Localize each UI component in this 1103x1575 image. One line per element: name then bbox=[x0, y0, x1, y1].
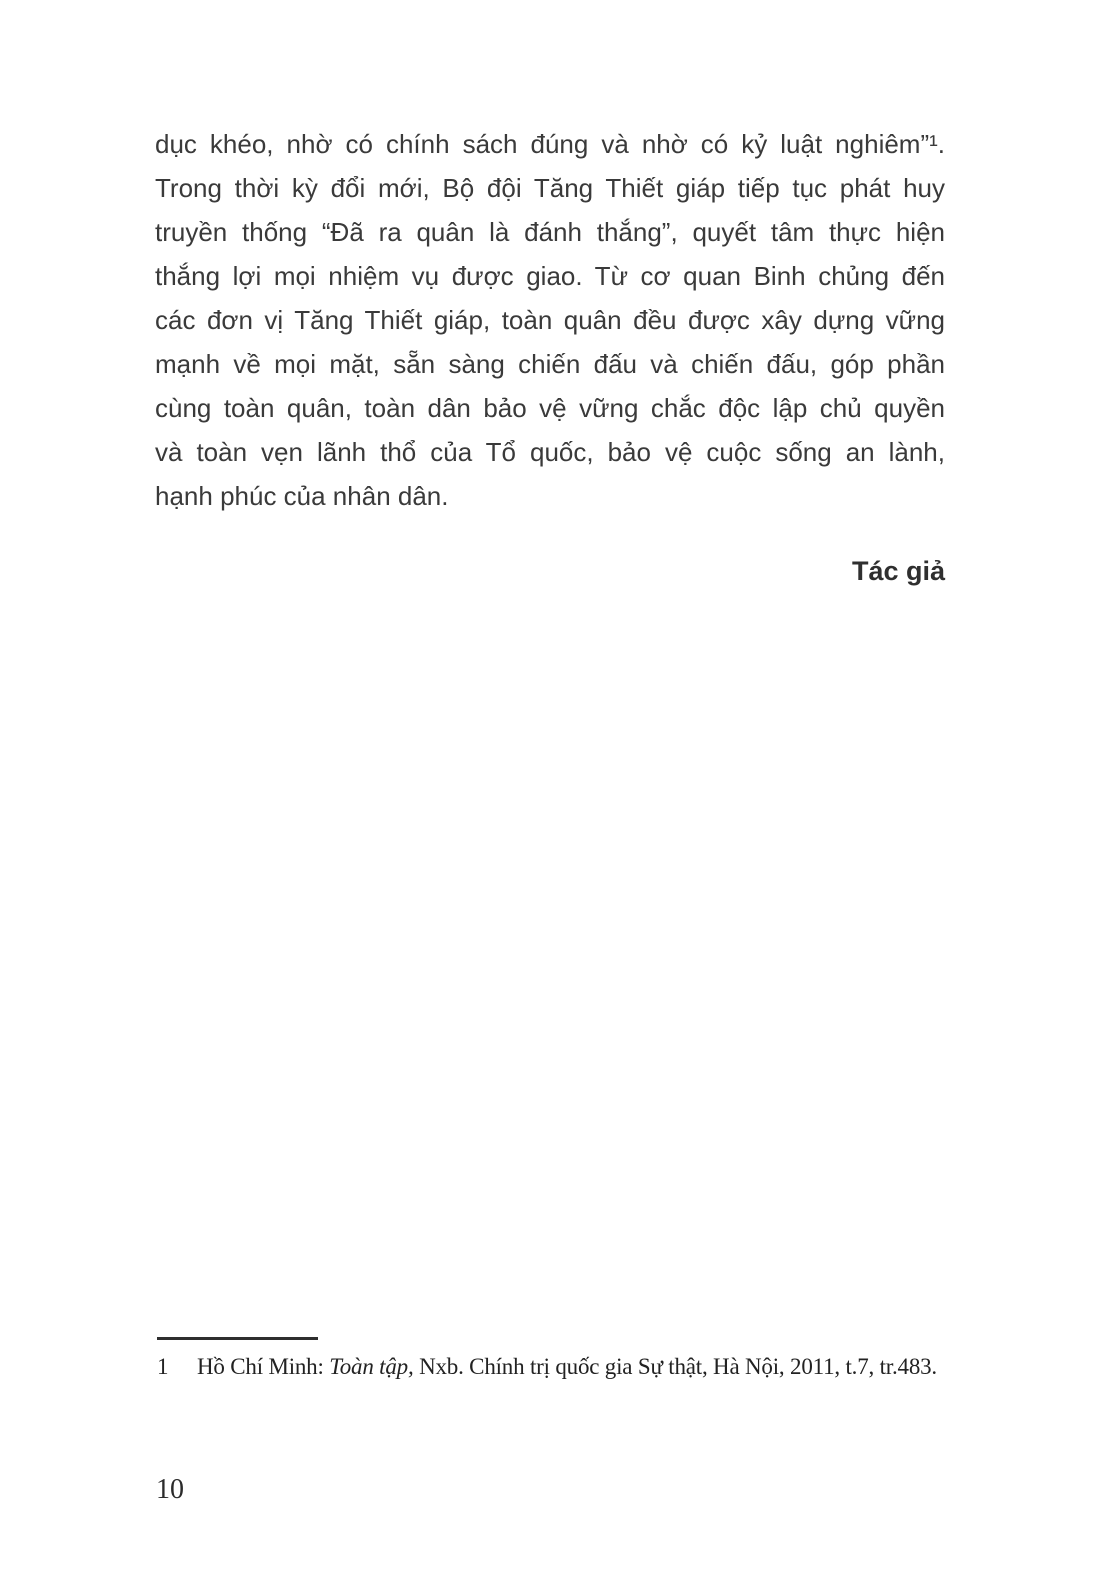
body-line: thắng lợi mọi nhiệm vụ được giao. Từ cơ quan Binh chủng đến bbox=[155, 261, 945, 291]
footnote-title-italic: Toàn tập, bbox=[329, 1354, 414, 1379]
footnote-marker: 1 bbox=[157, 1354, 169, 1379]
body-line-last: hạnh phúc của nhân dân. bbox=[155, 481, 449, 511]
author-signature: Tác giả bbox=[851, 556, 945, 586]
body-line: mạnh về mọi mặt, sẵn sàng chiến đấu và chiến đấu, góp phần bbox=[155, 349, 945, 379]
body-paragraph bbox=[155, 122, 945, 518]
body-line: Trong thời kỳ đổi mới, Bộ đội Tăng Thiết giáp tiếp tục phát huy bbox=[155, 173, 945, 203]
body-line: dục khéo, nhờ có chính sách đúng và nhờ có kỷ luật nghiêm”¹. bbox=[155, 129, 945, 159]
footnote-text-rest: Nxb. Chính trị quốc gia Sự thật, Hà Nội, 2011, t.7, tr.483. bbox=[413, 1354, 937, 1379]
footnote bbox=[157, 1352, 977, 1382]
footnote-text: Hồ Chí Minh: bbox=[197, 1354, 330, 1379]
page-number: 10 bbox=[156, 1474, 184, 1505]
body-line: và toàn vẹn lãnh thổ của Tổ quốc, bảo vệ cuộc sống an lành, bbox=[155, 437, 945, 467]
body-line: các đơn vị Tăng Thiết giáp, toàn quân đều được xây dựng vững bbox=[155, 305, 945, 335]
body-line: cùng toàn quân, toàn dân bảo vệ vững chắc độc lập chủ quyền bbox=[155, 393, 945, 423]
footnote-divider bbox=[157, 1337, 318, 1340]
body-line: truyền thống “Đã ra quân là đánh thắng”, quyết tâm thực hiện bbox=[155, 217, 945, 247]
